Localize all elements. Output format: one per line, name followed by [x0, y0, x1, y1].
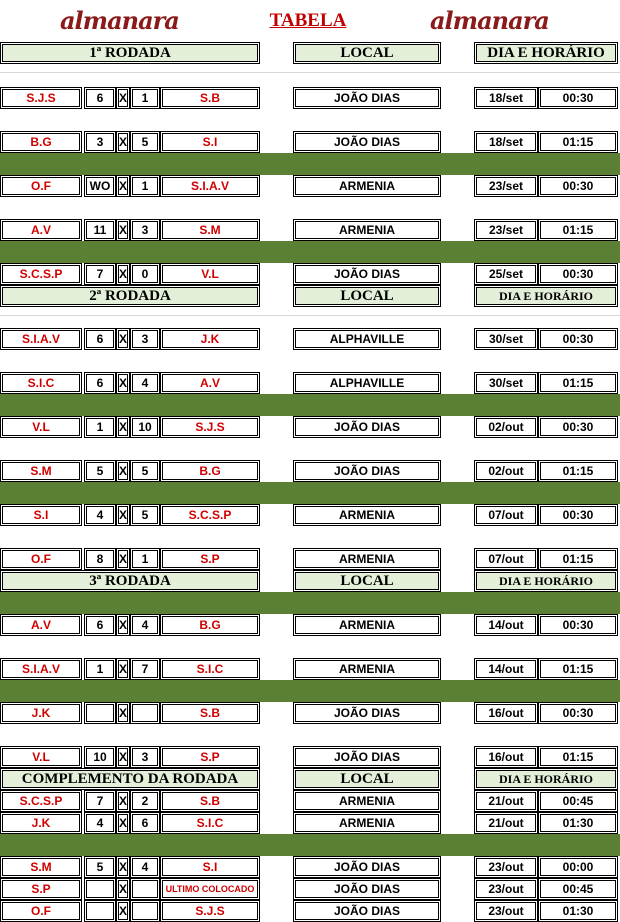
- home-team: S.I.C: [0, 372, 82, 394]
- match-date: 07/out: [474, 504, 538, 526]
- away-team: A.V: [160, 372, 260, 394]
- round-title: 3ª RODADA: [0, 570, 260, 592]
- match-time: 01:15: [538, 460, 618, 482]
- home-score: 5: [84, 460, 116, 482]
- away-team: V.L: [160, 263, 260, 285]
- match-location: ARMENIA: [293, 219, 441, 241]
- match-time: 01:15: [538, 372, 618, 394]
- match-time: 00:30: [538, 504, 618, 526]
- versus-mark: X: [116, 614, 130, 636]
- home-team: J.K: [0, 812, 82, 834]
- match-date: 25/set: [474, 263, 538, 285]
- away-score: 5: [130, 460, 160, 482]
- away-team: S.I.C: [160, 658, 260, 680]
- versus-mark: X: [116, 504, 130, 526]
- round-title: 2ª RODADA: [0, 285, 260, 307]
- match-date: 30/set: [474, 328, 538, 350]
- versus-mark: X: [116, 658, 130, 680]
- match-time: 01:30: [538, 812, 618, 834]
- match-time: 00:45: [538, 790, 618, 812]
- match-time: 01:15: [538, 131, 618, 153]
- match-time: 01:30: [538, 900, 618, 922]
- away-score: 5: [130, 504, 160, 526]
- home-score: 6: [84, 372, 116, 394]
- home-team: V.L: [0, 416, 82, 438]
- separator-band: [0, 394, 620, 416]
- location-header: LOCAL: [293, 570, 441, 592]
- match-location: JOÃO DIAS: [293, 878, 441, 900]
- away-score: 1: [130, 548, 160, 570]
- match-location: JOÃO DIAS: [293, 460, 441, 482]
- match-date: 14/out: [474, 614, 538, 636]
- versus-mark: X: [116, 460, 130, 482]
- match-location: ALPHAVILLE: [293, 328, 441, 350]
- away-score: 3: [130, 746, 160, 768]
- home-score: WO: [84, 175, 116, 197]
- home-score: 6: [84, 328, 116, 350]
- home-team: S.I.A.V: [0, 328, 82, 350]
- match-date: 21/out: [474, 812, 538, 834]
- match-time: 00:30: [538, 263, 618, 285]
- separator-band: [0, 482, 620, 504]
- away-score: 10: [130, 416, 160, 438]
- separator-band: [0, 680, 620, 702]
- versus-mark: X: [116, 548, 130, 570]
- match-date: 18/set: [474, 131, 538, 153]
- away-team: S.J.S: [160, 416, 260, 438]
- home-score: 1: [84, 658, 116, 680]
- versus-mark: X: [116, 812, 130, 834]
- match-date: 23/set: [474, 175, 538, 197]
- versus-mark: X: [116, 131, 130, 153]
- match-location: ARMENIA: [293, 614, 441, 636]
- match-location: ARMENIA: [293, 790, 441, 812]
- location-header: LOCAL: [293, 285, 441, 307]
- match-location: JOÃO DIAS: [293, 263, 441, 285]
- home-score: 4: [84, 504, 116, 526]
- versus-mark: X: [116, 416, 130, 438]
- home-team: S.I.A.V: [0, 658, 82, 680]
- away-team: B.G: [160, 614, 260, 636]
- away-team: B.G: [160, 460, 260, 482]
- versus-mark: X: [116, 219, 130, 241]
- match-location: ARMENIA: [293, 175, 441, 197]
- home-score: 10: [84, 746, 116, 768]
- home-score: 7: [84, 263, 116, 285]
- home-team: V.L: [0, 746, 82, 768]
- match-time: 00:30: [538, 328, 618, 350]
- match-time: 00:00: [538, 856, 618, 878]
- round-title: COMPLEMENTO DA RODADA: [0, 768, 260, 790]
- away-team: S.B: [160, 87, 260, 109]
- home-score: 6: [84, 87, 116, 109]
- match-location: JOÃO DIAS: [293, 131, 441, 153]
- round-title: 1ª RODADA: [0, 42, 260, 64]
- home-team: O.F: [0, 900, 82, 922]
- match-date: 23/out: [474, 900, 538, 922]
- away-score: 6: [130, 812, 160, 834]
- match-date: 18/set: [474, 87, 538, 109]
- away-score: 0: [130, 263, 160, 285]
- away-team: S.I.C: [160, 812, 260, 834]
- versus-mark: X: [116, 900, 130, 922]
- match-time: 01:15: [538, 658, 618, 680]
- away-score: [130, 702, 160, 724]
- home-team: S.C.S.P: [0, 263, 82, 285]
- away-score: 3: [130, 328, 160, 350]
- home-score: 7: [84, 790, 116, 812]
- brand-logo-right: almanara: [430, 6, 549, 35]
- page-header: [0, 0, 620, 42]
- match-time: 01:15: [538, 746, 618, 768]
- home-score: 5: [84, 856, 116, 878]
- grid-line: [0, 72, 620, 73]
- match-date: 14/out: [474, 658, 538, 680]
- match-time: 00:30: [538, 175, 618, 197]
- away-team: S.P: [160, 746, 260, 768]
- brand-logo-left: almanara: [60, 6, 179, 35]
- away-score: 4: [130, 856, 160, 878]
- away-score: 1: [130, 87, 160, 109]
- home-score: [84, 878, 116, 900]
- match-time: 00:30: [538, 87, 618, 109]
- match-time: 00:30: [538, 702, 618, 724]
- date-time-header: DIA E HORÁRIO: [474, 768, 618, 790]
- away-team: ULTIMO COLOCADO: [160, 878, 260, 900]
- away-team: S.B: [160, 790, 260, 812]
- match-location: JOÃO DIAS: [293, 746, 441, 768]
- match-date: 16/out: [474, 702, 538, 724]
- home-team: B.G: [0, 131, 82, 153]
- away-score: 3: [130, 219, 160, 241]
- home-team: O.F: [0, 548, 82, 570]
- match-time: 01:15: [538, 219, 618, 241]
- match-location: JOÃO DIAS: [293, 702, 441, 724]
- match-date: 02/out: [474, 460, 538, 482]
- away-score: [130, 900, 160, 922]
- home-score: 11: [84, 219, 116, 241]
- separator-band: [0, 153, 620, 175]
- home-team: A.V: [0, 614, 82, 636]
- match-location: JOÃO DIAS: [293, 856, 441, 878]
- match-date: 23/out: [474, 878, 538, 900]
- versus-mark: X: [116, 328, 130, 350]
- match-time: 00:45: [538, 878, 618, 900]
- match-time: 01:15: [538, 548, 618, 570]
- versus-mark: X: [116, 175, 130, 197]
- match-date: 21/out: [474, 790, 538, 812]
- home-team: A.V: [0, 219, 82, 241]
- match-location: ARMENIA: [293, 658, 441, 680]
- separator-band: [0, 592, 620, 614]
- match-date: 16/out: [474, 746, 538, 768]
- home-score: 4: [84, 812, 116, 834]
- location-header: LOCAL: [293, 42, 441, 64]
- versus-mark: X: [116, 702, 130, 724]
- home-score: 6: [84, 614, 116, 636]
- home-team: J.K: [0, 702, 82, 724]
- match-location: JOÃO DIAS: [293, 87, 441, 109]
- date-time-header: DIA E HORÁRIO: [474, 42, 618, 64]
- away-score: 7: [130, 658, 160, 680]
- away-score: 4: [130, 614, 160, 636]
- away-team: S.I: [160, 131, 260, 153]
- match-date: 23/out: [474, 856, 538, 878]
- match-location: ARMENIA: [293, 812, 441, 834]
- away-score: [130, 878, 160, 900]
- away-team: S.I: [160, 856, 260, 878]
- match-location: ARMENIA: [293, 504, 441, 526]
- home-team: S.I: [0, 504, 82, 526]
- away-team: J.K: [160, 328, 260, 350]
- match-date: 23/set: [474, 219, 538, 241]
- home-team: S.M: [0, 460, 82, 482]
- match-location: JOÃO DIAS: [293, 416, 441, 438]
- versus-mark: X: [116, 87, 130, 109]
- match-time: 00:30: [538, 416, 618, 438]
- date-time-header: DIA E HORÁRIO: [474, 285, 618, 307]
- away-score: 5: [130, 131, 160, 153]
- away-team: S.M: [160, 219, 260, 241]
- match-location: ARMENIA: [293, 548, 441, 570]
- home-score: 1: [84, 416, 116, 438]
- match-time: 00:30: [538, 614, 618, 636]
- home-team: S.J.S: [0, 87, 82, 109]
- away-team: S.I.A.V: [160, 175, 260, 197]
- home-team: S.C.S.P: [0, 790, 82, 812]
- home-score: 3: [84, 131, 116, 153]
- date-time-header: DIA E HORÁRIO: [474, 570, 618, 592]
- match-date: 07/out: [474, 548, 538, 570]
- home-score: [84, 702, 116, 724]
- home-team: S.M: [0, 856, 82, 878]
- separator-band: [0, 241, 620, 263]
- match-date: 02/out: [474, 416, 538, 438]
- match-location: JOÃO DIAS: [293, 900, 441, 922]
- away-team: S.J.S: [160, 900, 260, 922]
- home-score: 8: [84, 548, 116, 570]
- away-score: 2: [130, 790, 160, 812]
- home-team: O.F: [0, 175, 82, 197]
- separator-band: [0, 834, 620, 856]
- home-team: S.P: [0, 878, 82, 900]
- match-location: ALPHAVILLE: [293, 372, 441, 394]
- versus-mark: X: [116, 878, 130, 900]
- match-date: 30/set: [474, 372, 538, 394]
- location-header: LOCAL: [293, 768, 441, 790]
- home-score: [84, 900, 116, 922]
- away-team: S.B: [160, 702, 260, 724]
- away-score: 1: [130, 175, 160, 197]
- away-team: S.P: [160, 548, 260, 570]
- grid-line: [0, 315, 620, 316]
- away-team: S.C.S.P: [160, 504, 260, 526]
- versus-mark: X: [116, 372, 130, 394]
- versus-mark: X: [116, 856, 130, 878]
- versus-mark: X: [116, 746, 130, 768]
- away-score: 4: [130, 372, 160, 394]
- versus-mark: X: [116, 790, 130, 812]
- page-title: TABELA: [269, 10, 347, 31]
- versus-mark: X: [116, 263, 130, 285]
